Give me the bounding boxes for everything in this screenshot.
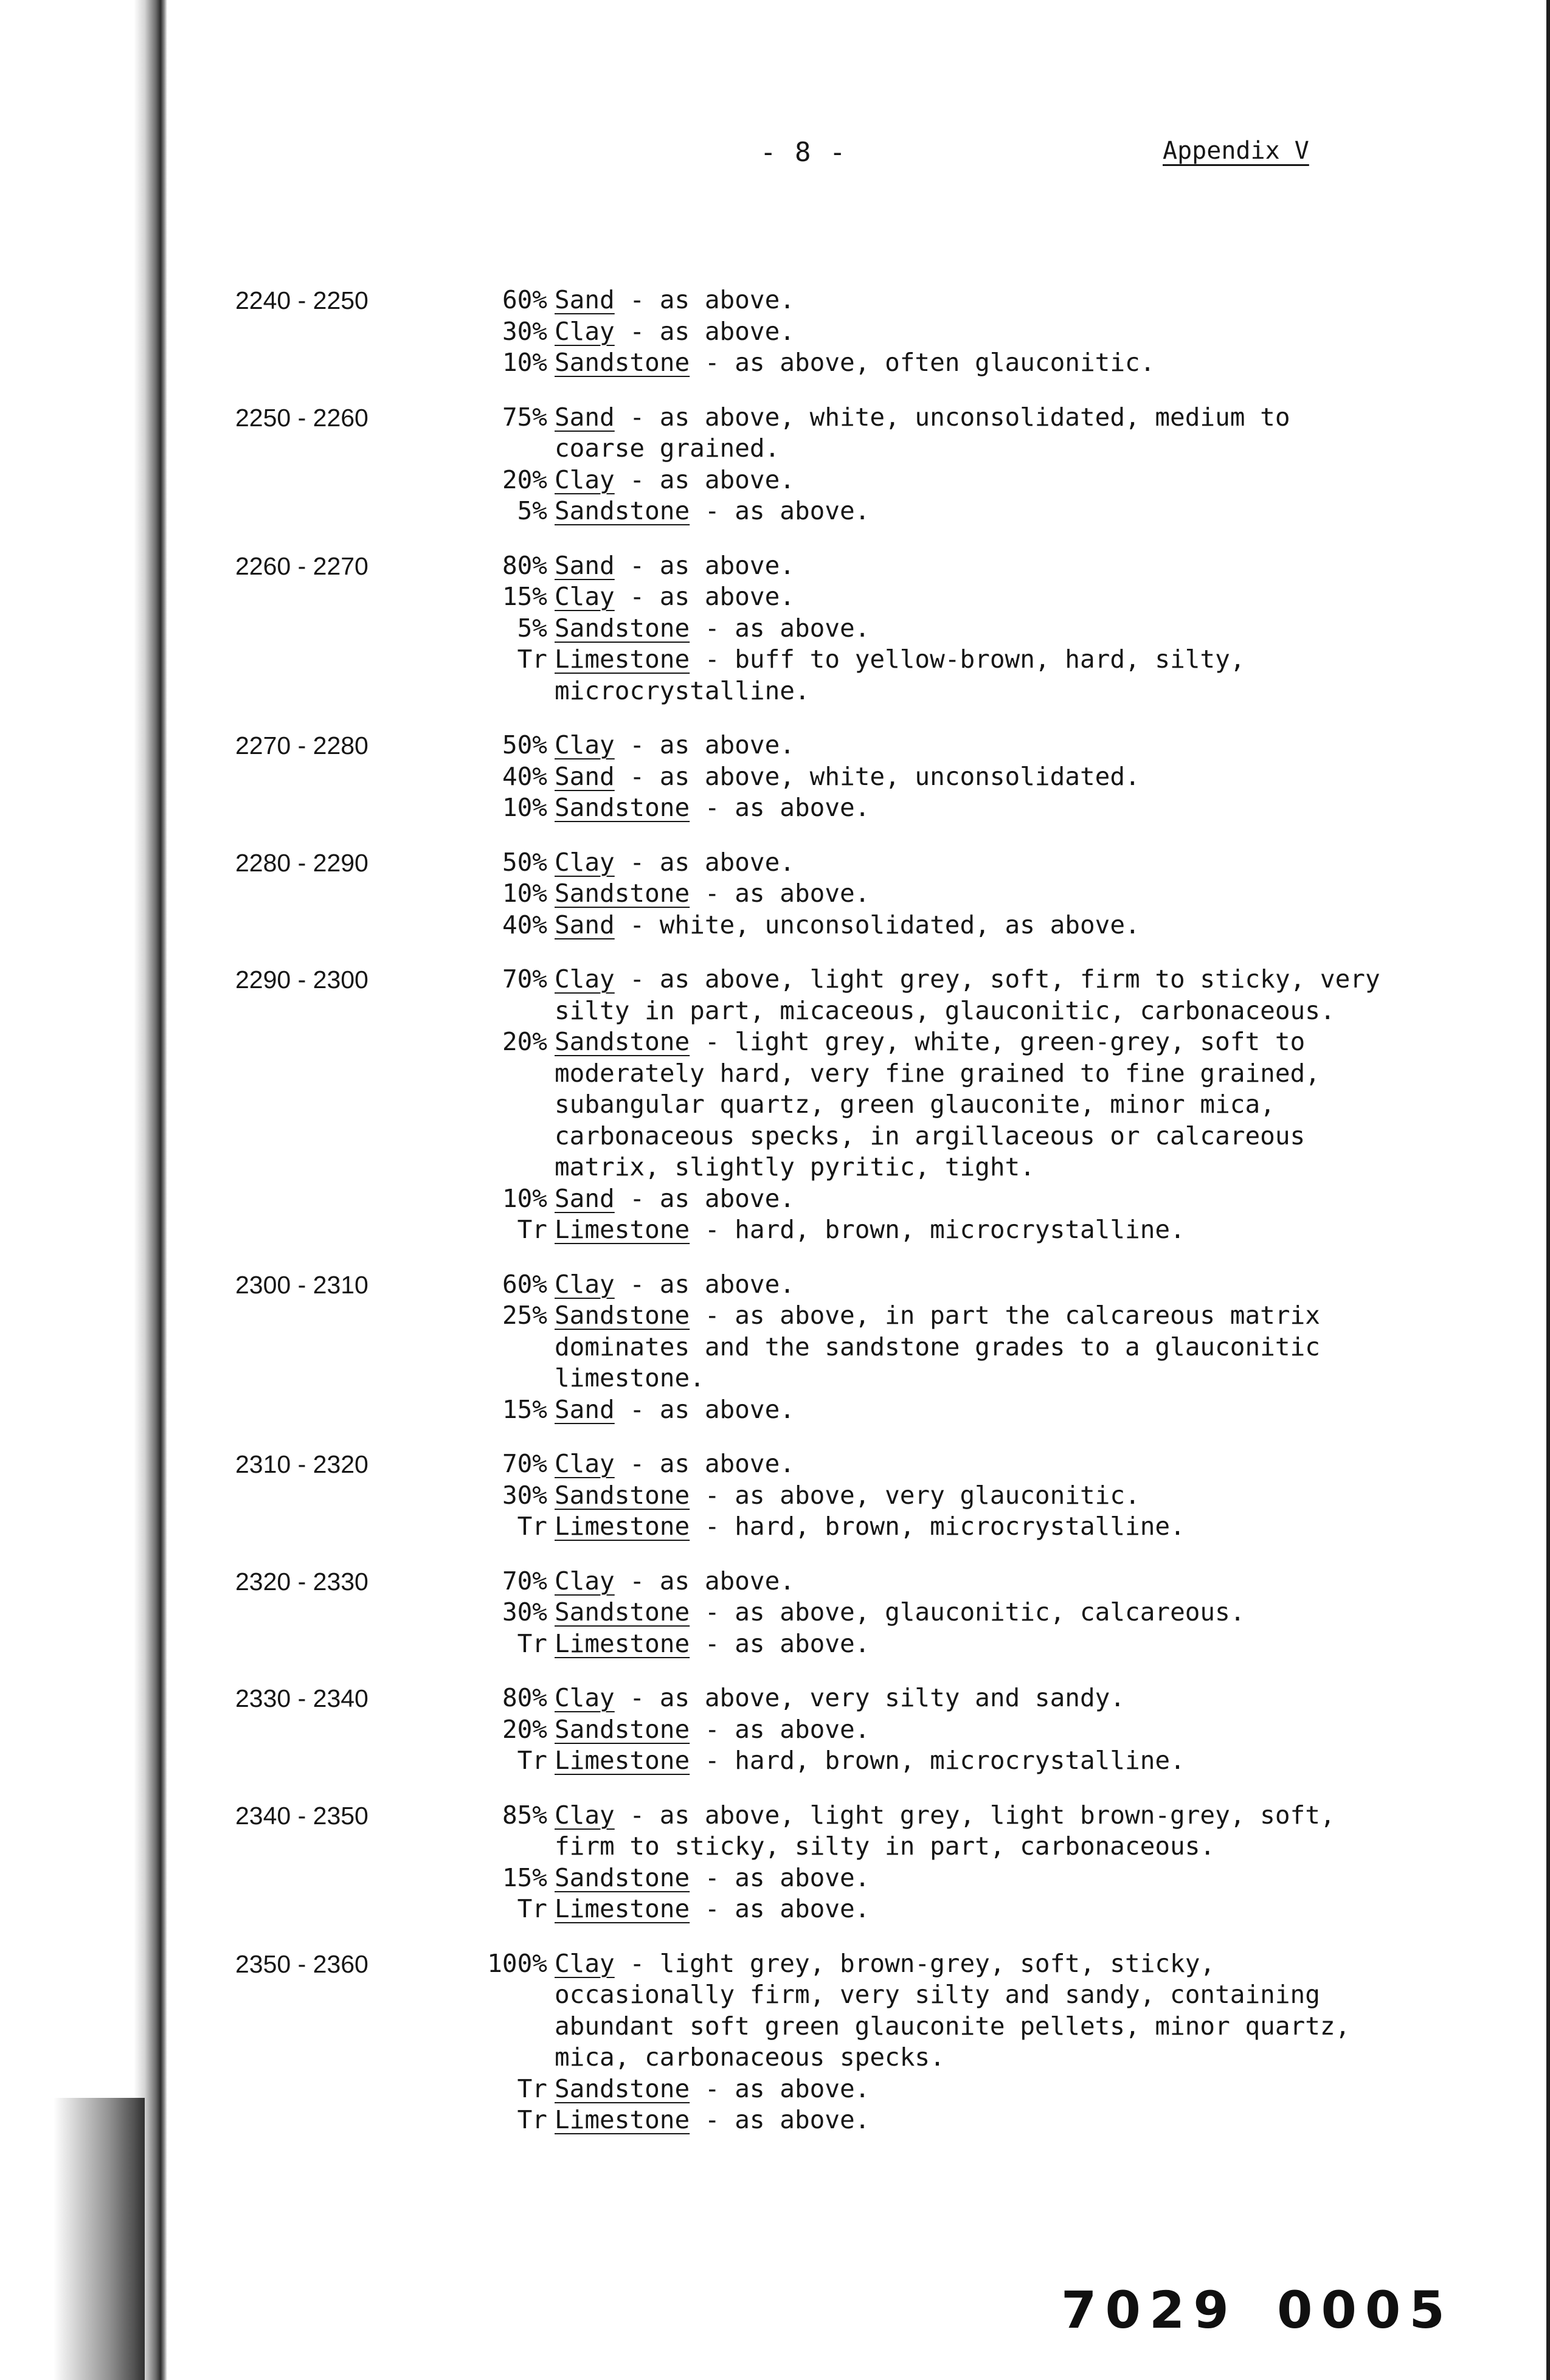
lithology-description	[555, 792, 870, 824]
percentage: 30%	[502, 1480, 547, 1510]
percentage: Tr	[517, 1894, 547, 1923]
lithology-name: Clay	[555, 1269, 615, 1299]
lithology-detail: - as above, light grey, light brown-grey, soft,	[614, 1800, 1335, 1830]
log-entry	[0, 1566, 1550, 1660]
lithology-detail: - as above.	[690, 1863, 870, 1892]
lithology-detail: - as above.	[614, 730, 795, 759]
lithology-description	[555, 1714, 870, 1746]
lithology-detail: - light grey, white, green-grey, soft to	[690, 1027, 1306, 1056]
lithology-name: Limestone	[555, 645, 690, 674]
lithology-detail: - as above, very silty and sandy.	[614, 1683, 1126, 1712]
lithology-detail: - as above, in part the calcareous matrix	[690, 1301, 1320, 1330]
lithology-detail: - as above.	[614, 465, 795, 494]
lithology-detail: - as above, often glauconitic.	[690, 348, 1155, 377]
lithology-detail: - as above.	[614, 1183, 795, 1213]
continuation-text: limestone.	[555, 1363, 705, 1392]
depth-interval: 2330 - 2340	[235, 1684, 368, 1712]
lithology-description	[555, 2074, 870, 2105]
lithology-description	[555, 1480, 1140, 1512]
percentage: Tr	[517, 645, 547, 674]
lithology-description	[555, 465, 795, 496]
lithology-detail: - as above.	[614, 582, 795, 611]
depth-interval: 2300 - 2310	[235, 1270, 368, 1299]
lithology-description	[555, 964, 1380, 995]
lithology-description	[555, 1394, 795, 1426]
percentage: 10%	[502, 1183, 547, 1213]
lithology-name: Sandstone	[555, 613, 690, 643]
percentage: 10%	[502, 793, 547, 822]
percentage: 25%	[502, 1301, 547, 1330]
lithology-name: Limestone	[555, 1894, 690, 1923]
lithology-detail: - as above.	[690, 793, 870, 822]
depth-interval: 2240 - 2250	[235, 286, 368, 314]
percentage: 20%	[502, 465, 547, 494]
page-number: - 8 -	[760, 137, 847, 168]
lithology-detail: - as above, light grey, soft, firm to sticky, very	[614, 964, 1380, 994]
lithology-detail: - as above, very glauconitic.	[690, 1480, 1140, 1510]
percentage: 80%	[502, 550, 547, 580]
lithology-name: Clay	[555, 1566, 615, 1596]
depth-interval: 2350 - 2360	[235, 1949, 368, 1978]
lithology-description	[555, 1269, 795, 1301]
continuation-text: dominates and the sandstone grades to a glauconitic	[555, 1332, 1320, 1361]
lithology-description	[555, 761, 1140, 793]
depth-interval: 2270 - 2280	[235, 732, 368, 759]
depth-interval: 2290 - 2300	[235, 966, 368, 994]
lithology-description	[555, 1511, 1185, 1543]
log-entry	[0, 964, 1550, 1246]
continuation-text: firm to sticky, silty in part, carbonaceous.	[555, 1832, 1216, 1861]
lithology-name: Clay	[555, 730, 615, 759]
lithology-name: Sandstone	[555, 1027, 690, 1056]
percentage: 5%	[517, 496, 547, 525]
lithology-name: Sandstone	[555, 2074, 690, 2103]
depth-interval: 2310 - 2320	[235, 1450, 368, 1478]
log-entry	[0, 402, 1550, 527]
lithology-description	[555, 910, 1140, 941]
lithology-detail: - as above.	[614, 550, 795, 580]
lithology-description	[555, 2105, 870, 2136]
lithology-name: Sand	[555, 1394, 615, 1424]
percentage: 60%	[502, 1269, 547, 1299]
lithology-detail: - buff to yellow-brown, hard, silty,	[690, 645, 1245, 674]
log-entry	[0, 730, 1550, 824]
lithology-log	[0, 285, 1550, 2159]
appendix-label: Appendix V	[1163, 137, 1309, 165]
lithology-name: Sandstone	[555, 879, 690, 908]
lithology-name: Clay	[555, 1449, 615, 1478]
lithology-name: Sandstone	[555, 1714, 690, 1744]
lithology-detail: - as above, glauconitic, calcareous.	[690, 1597, 1245, 1627]
lithology-detail: - as above.	[690, 879, 870, 908]
lithology-name: Limestone	[555, 1746, 690, 1775]
percentage: 70%	[502, 964, 547, 994]
lithology-detail: - hard, brown, microcrystalline.	[690, 1215, 1185, 1244]
percentage: Tr	[517, 1215, 547, 1244]
percentage: Tr	[517, 1512, 547, 1541]
lithology-description	[555, 1214, 1185, 1246]
log-entry	[0, 847, 1550, 941]
lithology-detail: - as above.	[614, 847, 795, 877]
lithology-name: Sand	[555, 402, 615, 432]
lithology-name: Clay	[555, 582, 615, 611]
lithology-name: Sandstone	[555, 1480, 690, 1510]
lithology-name: Clay	[555, 1683, 615, 1712]
percentage: Tr	[517, 2105, 547, 2134]
lithology-description	[555, 1628, 870, 1660]
lithology-name: Limestone	[555, 2105, 690, 2134]
lithology-name: Clay	[555, 847, 615, 877]
percentage: Tr	[517, 1746, 547, 1775]
lithology-description	[555, 1863, 870, 1894]
document-stamp-number: 7029	[1061, 2280, 1237, 2340]
lithology-detail: - as above.	[690, 496, 870, 525]
lithology-name: Limestone	[555, 1628, 690, 1658]
lithology-description	[555, 1597, 1245, 1628]
percentage: 15%	[502, 582, 547, 611]
lithology-description	[555, 285, 795, 316]
lithology-name: Sand	[555, 1183, 615, 1213]
continuation-text: coarse grained.	[555, 434, 780, 463]
continuation-text: occasionally firm, very silty and sandy, containing	[555, 1980, 1320, 2009]
lithology-description	[555, 581, 795, 613]
continuation-text: subangular quartz, green glauconite, minor mica,	[555, 1090, 1275, 1119]
log-entry	[0, 285, 1550, 379]
lithology-description	[555, 644, 1245, 676]
lithology-description	[555, 1745, 1185, 1777]
continuation-text: mica, carbonaceous specks.	[555, 2043, 945, 2072]
percentage: 20%	[502, 1714, 547, 1744]
percentage: 60%	[502, 285, 547, 314]
lithology-detail: - as above.	[614, 316, 795, 346]
percentage: 85%	[502, 1800, 547, 1830]
lithology-name: Clay	[555, 316, 615, 346]
percentage: 100%	[487, 1948, 547, 1978]
lithology-detail: - as above.	[690, 1628, 870, 1658]
document-stamp-sequence: 0005	[1277, 2280, 1453, 2340]
log-entry	[0, 1448, 1550, 1543]
percentage: Tr	[517, 2074, 547, 2103]
lithology-description	[555, 878, 870, 910]
lithology-description	[555, 730, 795, 761]
percentage: 40%	[502, 910, 547, 939]
lithology-description	[555, 402, 1290, 434]
lithology-detail: - as above.	[614, 1449, 795, 1478]
continuation-text: matrix, slightly pyritic, tight.	[555, 1152, 1035, 1181]
percentage: 50%	[502, 730, 547, 759]
lithology-detail: - as above.	[614, 285, 795, 314]
depth-interval: 2250 - 2260	[235, 403, 368, 432]
lithology-name: Sand	[555, 550, 615, 580]
lithology-name: Sand	[555, 285, 615, 314]
lithology-detail: - hard, brown, microcrystalline.	[690, 1512, 1185, 1541]
lithology-detail: - as above.	[690, 2074, 870, 2103]
lithology-description	[555, 1183, 795, 1215]
log-entry	[0, 1683, 1550, 1777]
lithology-name: Sandstone	[555, 1597, 690, 1627]
percentage: 10%	[502, 348, 547, 377]
lithology-detail: - as above.	[614, 1269, 795, 1299]
lithology-name: Sandstone	[555, 496, 690, 525]
percentage: 50%	[502, 847, 547, 877]
percentage: 75%	[502, 402, 547, 432]
lithology-name: Clay	[555, 1800, 615, 1830]
percentage: Tr	[517, 1628, 547, 1658]
lithology-detail: - light grey, brown-grey, soft, sticky,	[614, 1948, 1216, 1978]
lithology-description	[555, 1448, 795, 1480]
lithology-description	[555, 1026, 1305, 1058]
log-entry	[0, 1269, 1550, 1426]
lithology-detail: - as above, white, unconsolidated.	[614, 761, 1140, 791]
lithology-name: Sandstone	[555, 348, 690, 377]
depth-interval: 2280 - 2290	[235, 848, 368, 877]
percentage: 40%	[502, 761, 547, 791]
lithology-description	[555, 1800, 1335, 1832]
log-entry	[0, 1800, 1550, 1925]
percentage: 20%	[502, 1027, 547, 1056]
lithology-description	[555, 1894, 870, 1925]
percentage: 15%	[502, 1863, 547, 1892]
depth-interval: 2320 - 2330	[235, 1567, 368, 1596]
continuation-text: silty in part, micaceous, glauconitic, carbonaceous.	[555, 995, 1335, 1025]
lithology-name: Limestone	[555, 1215, 690, 1244]
lithology-name: Clay	[555, 964, 615, 994]
lithology-description	[555, 847, 795, 879]
percentage: 70%	[502, 1449, 547, 1478]
lithology-detail: - as above.	[690, 1714, 870, 1744]
depth-interval: 2260 - 2270	[235, 552, 368, 580]
continuation-text: microcrystalline.	[555, 676, 810, 705]
lithology-detail: - as above.	[690, 613, 870, 643]
percentage: 70%	[502, 1566, 547, 1596]
lithology-description	[555, 1948, 1215, 1980]
percentage: 5%	[517, 613, 547, 643]
percentage: 15%	[502, 1394, 547, 1424]
log-entry	[0, 550, 1550, 707]
lithology-detail: - as above.	[614, 1566, 795, 1596]
log-entry	[0, 1948, 1550, 2136]
lithology-description	[555, 316, 795, 348]
lithology-name: Sandstone	[555, 1863, 690, 1892]
continuation-text: moderately hard, very fine grained to fine grained,	[555, 1058, 1320, 1088]
lithology-description	[555, 613, 870, 645]
percentage: 80%	[502, 1683, 547, 1712]
lithology-detail: - hard, brown, microcrystalline.	[690, 1746, 1185, 1775]
lithology-name: Clay	[555, 1948, 615, 1978]
lithology-name: Sandstone	[555, 793, 690, 822]
lithology-description	[555, 1566, 795, 1597]
lithology-description	[555, 1300, 1320, 1332]
lithology-name: Limestone	[555, 1512, 690, 1541]
percentage: 30%	[502, 316, 547, 346]
lithology-description	[555, 550, 795, 582]
lithology-name: Clay	[555, 465, 615, 494]
percentage: 30%	[502, 1597, 547, 1627]
depth-interval: 2340 - 2350	[235, 1801, 368, 1830]
lithology-name: Sand	[555, 761, 615, 791]
lithology-description	[555, 347, 1155, 379]
lithology-detail: - as above, white, unconsolidated, medium to	[614, 402, 1290, 432]
lithology-description	[555, 1683, 1125, 1714]
lithology-detail: - as above.	[690, 1894, 870, 1923]
lithology-description	[555, 496, 870, 527]
lithology-detail: - white, unconsolidated, as above.	[614, 910, 1140, 939]
continuation-text: carbonaceous specks, in argillaceous or calcareous	[555, 1121, 1306, 1150]
lithology-name: Sand	[555, 910, 615, 939]
percentage: 10%	[502, 879, 547, 908]
lithology-detail: - as above.	[690, 2105, 870, 2134]
lithology-name: Sandstone	[555, 1301, 690, 1330]
lithology-detail: - as above.	[614, 1394, 795, 1424]
continuation-text: abundant soft green glauconite pellets, minor quartz,	[555, 2011, 1351, 2041]
